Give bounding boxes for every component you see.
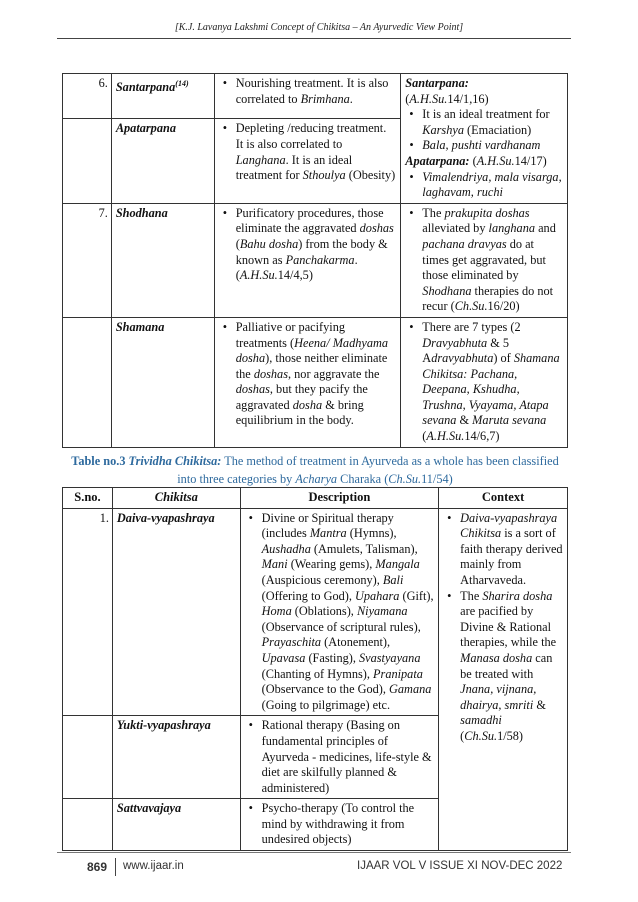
chikitsa-name: Sattvavajaya	[112, 799, 240, 851]
chikitsa-name: Yukti-vyapashraya	[112, 716, 240, 799]
context-cell: • There are 7 types (2 Dravyabhuta & 5 Adravyabhuta) of Shamana Chikitsa: Pachana, Deepana, Kshudha, Trushna, Vyayama, Atapa sevana & Maruta sevana (A.H.Su.14/6,7)	[401, 317, 568, 447]
chikitsa-name: Daiva-vyapashraya	[112, 508, 240, 716]
table-header-row	[63, 488, 568, 509]
description-cell: • Divine or Spiritual therapy (includes Mantra (Hymns), Aushadha (Amulets, Talisman), Mani (Wearing gems), Mangala (Auspicious ceremony), Bali (Offering to God), Upahara (Gift), Homa (Oblations), Niyamana (Observance of scriptural rules), Prayaschita (Atonement), Upavasa (Fasting), Svastyayana (Chanting of Hymns), Pranipata (Observance to the God), Gamana (Going to pilgrimage) etc.	[240, 508, 439, 716]
context-cell: Santarpana: (A.H.Su.14/1,16) • It is an ideal treatment for Karshya (Emaciation) • Bala, pushti vardhanam Apatarpana: (A.H.Su.14/17) • Vimalendriya, mala visarga, laghavam, ruchi	[401, 74, 568, 204]
chikitsa-name: Santarpana$^{(14)}$	[111, 74, 214, 119]
description-cell: • Psycho-therapy (To control the mind by withdrawing it from undesired objects)	[240, 799, 439, 851]
column-header: S.no.	[63, 488, 113, 509]
table-treatment-types	[62, 73, 568, 448]
row-number: 7.	[63, 203, 112, 317]
chikitsa-name: Shamana	[111, 317, 214, 447]
page-number: 869	[87, 860, 108, 874]
description-cell: • Depleting /reducing treatment. It is also correlated to Langhana. It is an ideal treatment for Sthoulya (Obesity)	[214, 119, 401, 203]
table-row	[63, 508, 568, 716]
description-cell: • Palliative or pacifying treatments (Heena/ Madhyama dosha), those neither eliminate the doshas, nor aggravate the doshas, but they pacify the aggravated dosha & bring equilibrium in the body.	[214, 317, 401, 447]
column-header: Chikitsa	[112, 488, 240, 509]
running-header: [K.J. Lavanya Lakshmi Concept of Chikitsa – An Ayurvedic View Point]	[174, 22, 464, 33]
row-number: 1.	[63, 508, 113, 716]
table-row	[63, 203, 568, 317]
footer-rule	[57, 852, 571, 853]
journal-issue: IJAAR VOL V ISSUE XI NOV-DEC 2022	[357, 860, 563, 872]
chikitsa-name: Apatarpana	[111, 119, 214, 203]
row-number: 6.	[63, 74, 112, 119]
journal-website: www.ijaar.in	[123, 860, 184, 872]
table-row	[63, 317, 568, 447]
description-cell: • Purificatory procedures, those eliminate the aggravated doshas (Bahu dosha) from the body & known as Panchakarma. (A.H.Su.14/4,5)	[214, 203, 401, 317]
description-cell: • Nourishing treatment. It is also correlated to Brimhana.	[214, 74, 401, 119]
context-cell: • The prakupita doshas alleviated by langhana and pachana dravyas do at times get aggravated, but those eliminated by Shodhana therapies do not recur (Ch.Su.16/20)	[401, 203, 568, 317]
table-caption: Table no.3 Trividha Chikitsa: The method of treatment in Ayurveda as a whole has been classified into three categories by Acharya Charaka (Ch.Su.11/54)	[71, 454, 559, 486]
column-header: Context	[439, 488, 568, 509]
header-rule	[57, 38, 571, 39]
table-trividha-chikitsa	[62, 487, 568, 851]
column-header: Description	[240, 488, 439, 509]
table-row	[63, 74, 568, 119]
chikitsa-name: Shodhana	[111, 203, 214, 317]
description-cell: • Rational therapy (Basing on fundamental principles of Ayurveda - medicines, life-style & diet are skilfully planned & administered)	[240, 716, 439, 799]
context-cell: • Daiva-vyapashraya Chikitsa is a sort of faith therapy derived mainly from Atharvaveda. • The Sharira dosha are pacified by Divine & Rational therapies, while the Manasa dosha can be treated with Jnana, vijnana, dhairya, smriti & samadhi (Ch.Su.1/58)	[439, 508, 568, 850]
footer-divider	[115, 858, 116, 876]
